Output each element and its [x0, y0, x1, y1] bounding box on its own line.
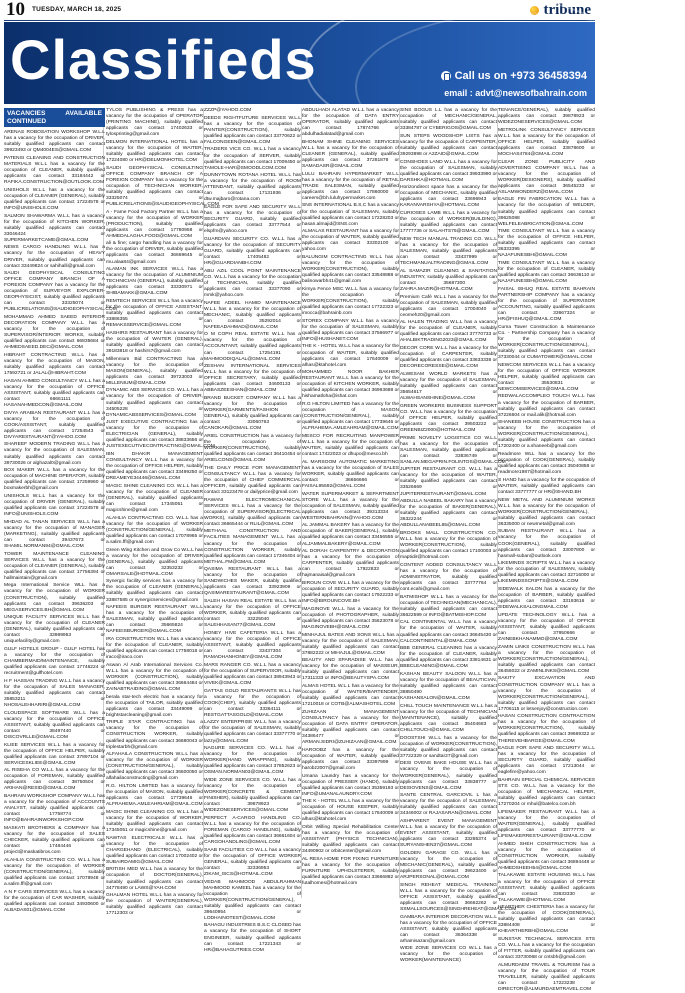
classified-ad: AL SAMAZIR CLEANING & SANITATION INDUSTRY, suitably qualified applicants can contact 35687300 or ZAHRA.MAZIR@HOTMAIL.COM: [400, 268, 497, 292]
classified-ad: CAL CONTINENTAL W.L.L has a vacancy for the occupation of WAITER, suitably qualified applicants can contact 36645430 or CALCONTINENTAL@GMAIL.COM: [400, 620, 497, 644]
call-us-text: Call us on +973 36458394: [454, 70, 587, 82]
column-3: [204, 108, 301, 953]
classified-ad: GAMBARA INTERIOR DECORATION W.L.L has a vacancy for the occupation of OFFICE ASSISTANT, suitably qualified applicants can contact 36364338 or arhamisazan@gmail.com: [400, 914, 497, 944]
column-2: [106, 108, 219, 917]
classified-ad: BAHRAIN SPECIAL CHEMICAL SERVICES STS CO. W.L.L has a vacancy for the occupation of MECHANICAL HELPER, suitably qualified applicants can contact 17270204 or mhul@batelco.com.bh: [498, 777, 595, 808]
classified-ad: SUN STEPS WOODSHOP LISTS has a vacancy for the occupation of CARPENTER, suitably qualified applicants can contact 39293898 or A2ZAID@GMAIL.COM: [400, 133, 497, 157]
classified-ad: NAFEEIS BURGER RESTAURANT W.L.L has a vacancy for the occupation of SALESMAN, suitably qualified applicants can contact 35665824 or NAFEEISBURGER@GMAIL.COM: [106, 605, 203, 635]
classified-ad: GHALMAN HOTEL W.L.L has a vacancy for the occupation of WAITER(GENERAL), suitably qualified applicants can contact 17712303 or: [106, 893, 203, 917]
classified-ad: SAUDI GEOPHYSICAL CONSULTING OFFICE COMPANY BRANCH OF A FOREIGN COMPANY has a vacancy for the occupation of TECHNICIAN WORKER, suitably qualified applicants can contact 33325074 or PUBLICRELATIONS@SAUDIGEOPHYSICAL.COM: [106, 165, 219, 207]
classified-ad: SAUDI GEOPHYSICAL CONSULTING OFFICE COMPANY BRANCH OF A FOREIGN COMPANY has a vacancy for the occupation of SURVEYOR EXPLORER-GEOPHYSICIST, suitably qualified applicants can contact 33325074 or PUBLICRELATIONS@SAUDIGEOPHYSICAL.COM: [4, 271, 117, 313]
classified-ad: SAAB FACILITIES CO W.L.L has a vacancy for the occupation of OFFICE WORKER GENERAL, suitably qualified applicants can contact 32336953 or ZIKAM_ISCS@HOTMAIL.COM: [204, 847, 301, 877]
page-number: 10: [6, 0, 25, 20]
classified-ad: TYLOS PUBLISHING & PRESS has a vacancy for the occupation of OPERATOR (PRINTING MACHINE), suitably qualified applicants can contact 17402633 or tylosprinting@gmail.com: [106, 108, 203, 138]
classified-ad: berala star-tech electric has a vacancy for the occupation of TAILOR, suitably qualified applicants can contact 33449099 or brightstarcleaning@gmail.com: [106, 694, 203, 718]
classified-ad: UPDATE TECHNOLOGY W.L.L has a vacancy for the occupation of OFFICE ASSISTANT, suitably qualified applicants can contact 37950666 or ZAINEBKHANAMMO@GMAIL.COM: [498, 612, 595, 642]
phone-icon: [441, 71, 451, 81]
classified-ad: SINS BOGUS L.L has a vacancy for the occupation of MECHANIC/GENERAL, suitably qualified applicants can contact 33384787 or CYBERIGOS@GMAIL.COM: [400, 108, 497, 132]
call-us-line: [441, 70, 587, 82]
classified-ad: AL RISEHA CO W.L.L has a vacancy for the occupation of FOREMAN, suitably qualified applicants can contact 38750504 or ARIHAN@RESID@GMAIL.COM: [4, 768, 105, 792]
classified-ad: METHAAL CONSTRUCTION AND FACILITIES MANAGEMENT W.L.L has a vacancy for the occupation of CONSTRUCTION WORKER, suitably qualified applicants can contact 17346404 or METHAL.FM@GMAIL.COM: [204, 529, 301, 565]
classified-ad: KLIEE SERVICES W.L.L has a vacancy for the occupation of OFFICE HELPER, suitably qualified applicants can contact 37897104 or SERVICESKLIEE@GMAIL.COM: [4, 742, 105, 766]
classified-ad: SAKITY EXCAVATION AND CONSTRUCTION COMPANY W.L.L has a vacancy for the occupation of WORKER(CONSTRUCTION/GENERAL), suitably qualified applicants can contact 17706115 or letsenjoy@construction.com: [498, 676, 595, 712]
classified-ad: BOX MAKER W.L.L has a vacancy for the occupation of MACHINE OPERATOR, suitably qualified applicants can contact 17259960 or boxmakerbh@gmail.com: [4, 468, 105, 492]
classified-ad: MAGIC SHINE CLEANING CO. W.L.L has a vacancy for the occupation of CLEANER (GENERAL), suitably qualified applicants can contact 17345051 or magicshine@gmail.com: [106, 483, 203, 514]
classified-ad: UNIQUE FACILITY SERVICES W.L.L has a vacancy for the occupation of CLEANER (GENERAL), suitably qualified applicants can contact 33989953 or uniquefacility@gmail.com: [4, 615, 105, 645]
classified-ad: ALMAS HOTEL W.L.L has a vacancy for the occupation of WAITER/BARTENDER, suitably qualified applicants can contact 17210018 or COTB@ALMASHOTEL.COM: [302, 684, 399, 708]
classified-ad: MHDAD AL TANAN SERVICES W.L.L has a vacancy for the occupation of MANAGER (MARKETING), suitably qualified applicants can contact 39437673 or SHAMIL.NORMAN94@GMAIL.COM: [4, 519, 105, 549]
classified-ad: HONEY HIVE CAFETERIA W.L.L has a vacancy for the occupation of OFFICE ASSISTANT, suitably qualified applicants can contact 33437304 or RAMADHANHONEY@GMAIL.COM: [204, 630, 301, 661]
classified-ad: BAHAGU INDUSTRIES B.S.C CLOSED has a vacancy for the occupation of SHORT ENGINEER, suitably qualified applicants can contact 17221343 or HR@BAHAGUTRIES.COM: [204, 923, 301, 953]
classified-ad: HEARTHER CHESTERIA has a vacancy for the occupation of COOK(GENERAL), suitably qualified applicants can contact 33884408 or KHEARTHERBH@GMAIL.COM: [498, 905, 595, 935]
classified-ad: LIFEMAKER RESTAURANT W.L.L has a vacancy for the occupation of WAITER(GENERAL), suitably qualified applicants can contact 33777770 or LIFEMAKERRESTAURANT@GMAIL.COM: [498, 809, 595, 839]
classified-ad: ALWESAM WORLD MARKETS has a vacancy for the occupation of SALESMAN, suitably qualified applicants can contact 35654617 or ALWAHSANSHINE@GMAIL.COM: [400, 371, 497, 402]
classified-ad: HASAN AHMED CONSULTANCY W.L.L has a vacancy for the occupation of OFFICE ASSISTANT, suitably qualified applicants can contact 66661111 or HASANAHMEDCON@GMAIL.COM: [4, 378, 105, 408]
classified-ad: ASHPARENT EVENT MANAGEMENT W.L.L has a vacancy for the occupation of EVENT ASSISTANT, suitably qualified applicants can contact 33285374 or SURYANSHEN37@GMAIL.COM: [400, 819, 497, 849]
classified-ad: LIKEMINDS SCRIPTS W.L.L has a vacancy for the occupation of SALESMAN, suitably qualified applicants can contact 32716000 or LIKEMINDSSCRIPTS@GMAIL.COM: [498, 561, 595, 585]
classified-ad: TRADERS VICS CO. W.L.L has a vacancy for the occupation of SERVER, suitably qualified applicants can contact 17009450 or TAMOLE-HAR@SMOODLCOM.COM: [204, 147, 301, 171]
classified-ad: RAWANI ELECTROMECHANICAL SERVICES W.L.L has a vacancy for the occupation of SUPERVISOR(ELECTRICAL WORKS), suitably qualified applicants can contact 36665444 or RLIL@GMAIL.COM: [204, 497, 301, 527]
classified-ad: DUNNYTOWN ROTANA HOTEL W.L.L has a vacancy for the occupation of ROOM ATTENDANT, suitably qualified applicants can contact 17131936 or dtw.majbaro@rotana.com: [204, 173, 301, 203]
classified-ad: TOWER MAINTENANCE CLEANING SERVICES W.L.L has a vacancy for the occupation of CLEANER (GENERAL), suitably qualified applicants can contact 17756394 or hallmaintain@gmail.com: [4, 551, 105, 581]
classified-ad: HIBRAHT CONTRACTING W.L.L has a vacancy for the occupation of MASON, suitably qualified applicants can contact 17592721 or JALAL@HIBRAHT.COM: [4, 352, 105, 377]
classified-ad: ZZZP@YAHOO.COM: [204, 108, 252, 113]
classified-ad: STOREX COMPANY W.L.L has a vacancy for the occupation of SALESMAN, suitably qualified applicants can contact 37566977 or INFO@HUSHANET.COM: [302, 318, 399, 342]
classified-ad: SUNSTAR TECHNICAL SERVICES STS CO. W.L.L has a vacancy for the occupation of FITTER, suitably qualified applicants can contact 33730068 or cntsbh@gmail.com: [498, 937, 595, 961]
classified-ad: ALAHLIA CONSTRUCTING CO. W.L.L has a vacancy for the occupation of WORKER (CONSTRUCTION/GENERAL), suitably qualified applicants can contact 17078948 or a.salim.ffl@gmail.com: [4, 857, 105, 887]
classified-ad: EAGLE FIN FABRICATION W.L.L has a vacancy for the occupation of WELDER, suitably qualified applicants can contact 39625088 or WELFELEABRICATION@GMAIL.COM: [498, 197, 595, 227]
classified-ad: UNISHOLS W.L.L has a vacancy for the occupation of CLEANER (GENERAL), suitably qualified applicants can contact 17224578 or INFO@UNISHOLS.COM: [4, 187, 105, 211]
classified-ad: REDWALACCOMPLEO TOUCH W.L.L has a vacancy for the occupation of BARBER, suitably qualified applicants can contact 37226604 or mail.alik@hotmail.com: [498, 394, 595, 418]
classified-ad: GULF HOTELS GROUP - GULF HOTEL has a vacancy for the occupation of CHAMBERMAID/MAINTENANCE, suitably qualified applicants can contact 17746224 or recruitment@gulfhotel.com: [4, 647, 105, 677]
classifieds-banner: [4, 22, 595, 104]
classified-ad: TIME CONSULTANT W.L.L has a vacancy for the occupation of CLEANER, suitably qualified applicants can contact 36636110 or NAJAFUNESBH@GMAIL.COM: [498, 261, 595, 285]
classified-ad: DELMON INTERNATIONAL HOTEL has a vacancy for the occupation of WAITER, suitably qualified applicants can contact 17224080 or HR@DELMONHOTEL.COM: [106, 139, 203, 163]
classified-ad: BALUNGIM CONTRACTING W.L.L has a vacancy for the occupation of WORKER(CONSTRUCTION), suitably qualified applicants can contact 33548888 or balinowarbh41@gmail.com: [302, 255, 399, 285]
classified-ad: ABU AZIL COOL POINT MAINTENANCE CO. W.L.L has a vacancy for the occupation of TECHNICIAN, suitably qualified applicants can contact 33377090 or mmk@yahoo.com: [204, 268, 301, 298]
publication-date: TUESDAY, MARCH 18, 2025: [32, 6, 122, 13]
classified-ad: DEEDS RIGHTFUTURE SERVICES W.L.L has a vacancy for the occupation of PAINTER(CONSTRUCTION), suitably qualified applicants can contact 33770622 or FALCONGEEN@GMAIL.COM: [204, 115, 301, 145]
classified-ad: DIVYA ARABIAN RESTAURANT W.L.L has a vacancy for the occupation of COOK/ASSISTANT, suitably qualified applicants can contact 17254543 or DIVYARESTAURANT@YAHOO.COM: [4, 410, 105, 440]
classified-ad: BBB GENERAL CLEANING has a vacancy for the occupation of CLEANER, suitably qualified applicants can contact 33814631 or BBBCLEANING@GMAIL.COM: [400, 646, 497, 670]
classified-ad: ALMURDAEM TRAVEL & TOURISM has a vacancy for the occupation of TOUR TRAVELLER, suitably qualified applicants can contact 17223238 or DIRECTOR@ALMURDAEMTRAVEL.COM: [498, 962, 595, 993]
classified-ad: R.G. HILTON LIMITED has a vacancy for the occupation of MASON, suitably qualified applicants can contact 17739646 or ALFRAHEMA.AMLEAHRIAM@GMAIL.COM: [106, 784, 203, 808]
classified-ad: ARIEL CONSTRUCTION has a vacancy for the occupation of WORKER(CONSTRUCTION), suitably qualified applicants can contact 36410454 or ARIELCONS@GMAIL.COM: [204, 433, 301, 464]
classified-ad: MARS RANGER CO. W.L.L has a vacancy for the occupation of SUPERVISOR, suitably qualified applicants can contact 38943943 or VIVEK@GMAIL.COM: [204, 662, 301, 686]
classified-ad: CLEAR ZONE PUBLICITY AND ADVERTISING COMPANY W.L.L has a vacancy for the occupation of WORKER(DESIGNERS), suitably qualified applicants can contact 36545233 or ASLAMWONDERZ@GMAIL.COM: [498, 159, 595, 195]
classified-ad: MOHAMMAD AHMED SAEED INTERIOR DECORATION COMPANY W.L.L has a vacancy for the occupation of SUPERVISOR/INTERIOR WORKS, suitably qualified applicants can contact 66835684 or AHMEDSAEED.DEC@GMAIL.COM: [4, 315, 105, 351]
classified-ad: Millennium Bid CONTRACTING has a vacancy for the occupation of MASON(GENERAL), suitably qualified applicants can contact 39723003 or MILLENIUM@GMAIL.COM: [106, 356, 203, 386]
classified-ad: IMAGINOVE W.L.L has a vacancy for the occupation of PHOTOGRAPHER, suitably qualified applicants can contact 35623078 or IMAGINOVEBH@GMAIL.COM: [302, 606, 399, 630]
newspaper-logo: tribune: [543, 2, 591, 18]
classified-ad: CONTENT ADDED CONSULTANCY W.L.L has a vacancy for the occupation of ADMINISTRATOR, suitably qualified applicants can contact 33777764 or cont.ecahi@gmail.com: [400, 562, 497, 593]
classified-ad: SALEH HASAN REAL ESTATE W.L.L has a vacancy for the occupation of OFFICE WORKER, suitably qualified applicants can contact 33225040 or SALEHHASAN77@GMAIL.COM: [204, 599, 301, 629]
classified-ad: ALFAHAILA CONSTRUCTION W.L.L has a vacancy for the occupation of WORKER (CONSTRUCTION/GENERAL), suitably qualified applicants can contact 36600050 or alfahailaconstructing@gmail.com: [106, 752, 203, 782]
classified-ad: DYNAMIC ABS SERVICES CO. W.L.L has a vacancy for the occupation of DRIVER, suitably qualified applicants can contact 34505228 or DYNAMICABSSERVICES@GMAIL.COM: [106, 388, 203, 418]
classified-ad: AHMED SHEH CONSTRUCTION has a vacancy for the occupation of CONSTRUCTION WORKER, suitably qualified applicants can contact 36894448 or AHMEDSHEEH54@GMAIL.COM: [498, 841, 595, 871]
classified-ad: GREEN WORKERS BUSINESS SUPPORT CO. W.L.L has a vacancy for the occupation of OFFICE HELPER, suitably qualified applicants can contact 39503222 or GREENBIZ2000@HOTMAIL.COM: [400, 403, 497, 433]
classified-ad: Green Wing Kitchen and Grow Co W.L.L has a vacancy for the occupation of DRIVER (GENERAL), suitably qualified applicants can contact 32353232 or OMARSALE@HOTMAIL.COM: [106, 547, 203, 577]
classified-ad: MINHAJUL BATES AND SONS W.L.L has a vacancy for the occupation of SALESMAN, suitably qualified applicants can contact 37882222 or MIHAJUL@GMAIL.COM: [302, 632, 399, 656]
classified-ad: EAGLE FOR SAFE AND SECURITY W.L.L has a vacancy for the occupation of SECURITY GUARD, suitably qualified applicants can contact 33777544 or elspfm@yahoo.com: [204, 205, 301, 235]
classified-ad: SALMON SHAWARMA W.L.L has a vacancy for the occupation of KITCHEN WORKER, suitably qualified applicants can contact 33046424 or SUPERMARKETCAME@GMAIL.COM: [4, 213, 105, 243]
column-5: [400, 108, 517, 964]
classified-ad: NAFEE ADEEL HAMID MAINTENANCE W.L.L has a vacancy for the occupation of MECHANIC, suitably qualified applicants can contact 35292014 or NAFEEADAHMAD@GMAIL.COM: [204, 300, 301, 330]
classified-ad: THE DAILY PRICE FOR MANAGEMENT CONSULTANCY W.L.L has a vacancy for the occupation of CHIEF COMMERCIAL OFFICER, suitably qualified applicants can contact 33123478 or dailyprice@gmail.com: [204, 465, 301, 495]
classified-ad: AL JAMMAL BAKERY has a vacancy for the occupation of BAKER(GENERAL), suitably qualified applicants can contact 33456555 or ALJAMMALBAKERY@GMAIL.COM: [302, 523, 399, 547]
classified-ad: GATTAS GOLD RESTAURANTS W.L.L has a vacancy for the occupation of COOK(CHEF), suitably qualified applicants can contact 33364111 or RESTGATTASGOLD@GMAIL.COM: [204, 688, 301, 718]
classified-ad: Horizondirect space has a vacancy for the occupation of MECHANIC, suitably qualified applicants can contact 33696943 or KARANVARSHYA@HOTMAIL.COM: [400, 185, 497, 209]
classified-ad: PERFECT A-CARGO HANDLING CO. W.L.L has a vacancy for the occupation of FOREMAN (CARGO HANDLING), suitably qualified applicants can contact 36661604 or CARGOHANDLING@GMAIL.COM: [204, 815, 301, 846]
classified-ad: THE K - HOTEL W.L.L has a vacancy for the occupation of WAITER, suitably qualified applicants can contact 17640009 or alhas@ktahotel.com: [302, 344, 399, 368]
classified-ad: BRAND BUCKET COMPANY W.L.L has a vacancy for the occupation of WORKER(GARMENTS/FASHION GENERAL), suitably qualified applicants can contact 33060763 or CANOKAR@GMAIL.COM: [204, 396, 301, 432]
classified-ad: ALAHLIA CONTRACTING CO. W.L.L has a vacancy for the occupation of WORKER (CONSTRUCTION/GENERAL), suitably qualified applicants can contact 17078965 or a.salim.ffl@gmail.com: [106, 515, 203, 545]
classified-ad: ALAMAN INK SERVICES W.L.L has a vacancy for the occupation of ALUMINIUM TECHNICIAN (GENERAL), suitably qualified applicants can contact 33330971 or SHIBAMAKK@GMAIL.COM: [106, 267, 203, 297]
classified-ad: Readmore WLL has a vacancy for the occupation of COOK(GENERAL), suitably qualified applicants can contact 35040858 or readmore1987@hotmail.com: [498, 452, 595, 476]
classified-ad: SIDEWALK SALON has a vacancy for the occupation of BARBER, suitably qualified applicants can contact 33193616 or SIDEWALKSALONGMAIL.COM: [498, 587, 595, 611]
classified-ad: ABDULHADI ALATAD W.L.L has a vacancy for the occupation of DATA ENTRY OPERATOR, suitably qualified applicants can contact 17874766 or abdulhadialatad@gmail.com: [302, 108, 399, 138]
classified-ad: PRIME NOVELTY LOGISTICS CO W.L.L has a vacancy for the occupation of SALESMAN, suitably qualified applicants can contact 33836749 or SANLAN.MEGAPRIN.FOLINTOS@GMAIL.COM: [400, 435, 506, 465]
classified-ad: DECOR CORE W.L.L has a vacancy for the occupation of CARPENTER, suitably qualified applicants can contact 33633338 or DECORECORESSE@GMAIL.COM: [400, 346, 497, 370]
classified-ad: SINGH REHEAT MEDICAL TRAINING W.L.L has a vacancy for the occupation of OFFICE ASSISTANT, suitably qualified applicants can contact 36662262 or SSMALLSOURCES@SINGHREHEAT@GMAIL.COM: [400, 882, 517, 912]
classified-ad: S HAND has a vacancy for the occupation of WAITER, suitably qualified applicants can contact 33777777 or HR@SHAND.BH: [498, 477, 595, 495]
classified-ad: CHILL TOUCH MAINTENANCE W.L.L has a vacancy for the occupation of TECHNICIAN (MAINTENANCE), suitably qualified applicants can contact 35404683 or CHILLTOUCH@GMAIL.COM: [400, 703, 497, 734]
classified-ad: LAZZY ENTERPRISE W.L.L has a vacancy for the occupation of SALESMAN, suitably qualified applicants can contact 33377770 or lazzy@GMAIL.COM: [204, 720, 301, 744]
classified-ad: WATER SUPERMARKET & SEPARTMENT STORE W.L.L has a vacancy for the occupation of SALESMAN, suitably qualified applicants can contact 39313334 or WESTERNBAHRAIN@YAHOO.COM: [302, 491, 399, 521]
classified-ad: BROOKS MALL CONSTRUCTION CO. W.L.L has a vacancy for the occupation of WORKER(CONSTRUCTION), suitably qualified applicants can contact 17100003 or maptidir@hotmail.com: [400, 531, 497, 561]
classified-ad: MASKATI BROTHERS & COMPANY has a vacancy for the occupation of SALES CHECKER, suitably qualified applicants can contact 17484446 or project@maskatibros.com: [4, 825, 105, 856]
classified-ad: BATMISHOP W.L.L has a vacancy for the occupation of TECHNICIAN(MECHANICAL), suitably qualified applicants can contact 36622599 or INFO@BATMISHOP.COM: [400, 594, 497, 618]
classified-ad: HASHIRS RESTAURANT has a vacancy for the occupation of WAITER (GENERAL), suitably qualified applicants can contact 39183818 or hashirs7@gmail.com: [106, 330, 203, 354]
classified-ad: HASAN CONSTRUCTION CONTRACTION has a vacancy for the occupation of WORKER(CONSTRUCTION), suitably qualified applicants can contact 39669322 or THEREVEHBARGE@GMAIL.COM: [498, 714, 595, 744]
classified-ad: ABDULLA NABEEL BAKARY has a vacancy for the occupation of BAKER(GENERAL), suitably qualified applicants can contact 36322244 or ABDULLANABEEL65@GMAIL.COM: [400, 499, 497, 529]
classified-ad: Orbit Willing Special Rehabilitation Center has a vacancy for the occupation of ASSISTANT (PHYSICS TECHNICIAN), suitably qualified applicants can contact 34490902 or orbitcenter@gmail.com: [302, 825, 399, 855]
classified-columns: [4, 108, 595, 993]
column-4: [302, 108, 399, 898]
column-1: [4, 108, 117, 913]
classified-ad: A N F CARS SERVICES W.L.L has a vacancy for the occupation of CAR WASHER, suitably qualified applicants can contact 34930600 or ALBADAS01@GMAIL.COM: [4, 889, 105, 913]
classified-ad: VEDAB MAHMOOD ABDULRAHMAN MAHMOOD KAMEEL has a vacancy for the occupation of WORKER(CONSTRUCTION/GENERAL), suitably qualified applicants can contact 39640954 or LODHAINOTEST@GMAIL.COM: [204, 879, 301, 921]
classified-ad: QASIMA RESTAURANT W.L.L has a vacancy for the occupation of SANDWICHES MAKER, suitably qualified applicants can contact 33923909 or QASIMARESTAURANT@GMAIL.COM: [204, 567, 301, 597]
classified-ad: CLOUDSPACE SOFTWARE W.L.L has a vacancy for the occupation of OFFICE ASSISTANT, suitably qualified applicants can contact 38497440 or DISCOVRLLE@GMAIL.COM: [4, 710, 105, 740]
classified-ad: MESCO FOR RECRUITING MANPOWER W.L.L has a vacancy for the occupation of WAITER, suitably qualified applicants can contact 17422023 or dhupo@mesco.bh: [302, 433, 399, 458]
classified-ad: ZESHAN INTERNATIONAL SERVICES W.L.L has a vacancy for the occupation of OFFICE SECRETARY, suitably qualified applicants can contact 34600133 or ABBASZEESHAN@GMAIL.COM: [204, 364, 301, 394]
classified-ad: MOHAMMED NOOR BAKHER RESTAURANT W.L.L has a vacancy for the occupation of KITCHEN WORKER, suitably qualified applicants can contact 36963688 or hishamatloha@ishat.com: [302, 370, 399, 400]
classified-ad: H F HASSAN TRADING W.L.L has a vacancy for the occupation of SALES MANAGER, suitably qualified applicants can contact 35853211 or NHOSALEHHARIRI@GMAIL.COM: [4, 678, 105, 709]
classified-ad: SHAREEF MODERN TRADING W.L.L has a vacancy for the occupation of SALESMAN, suitably qualified applicants can contact 39730026 or alghazal0@gmail.com: [4, 442, 105, 466]
classified-ad: Premium Café W.L.L has a vacancy for the occupation of SALESMAN, suitably qualified applicants can contact 17004040 or ceomeh20@gmail.com: [400, 294, 497, 318]
classified-ad: BAHRAIN WORKSHOP COMPANY W.L.L has a vacancy for the occupation of ACCOUNTS ANALYST, suitably qualified applicants can contact 17758774 or INFO@BAHRAINWORKSHOP.COM: [4, 794, 105, 824]
classified-ad: ZUHIZAAN MANAGEMENT CONSULTANCY has a vacancy for the occupation of DATA ENTRY OPERATOR, suitably qualified applicants can contact 34386477 or ARMAN.SIDRI@ZUHIZAAN@GMAIL.COM: [302, 709, 399, 746]
classified-ad: LULU BAHRAIN HYPERMARKET W.L.L has a vacancy for the occupation of RETAIL TRADE SALESMAN, suitably qualified applicants can contact 17860000 or careers@bh.luluhypermarket.com: [302, 171, 399, 201]
section-heading: VACANCIES AVAILABLE CONTINUED: [4, 108, 105, 127]
classified-ad: ALMALAS RESTAURANT has a vacancy for the occupation of WAITER, suitably qualified applicants can contact 33302100 or yahoo.com: [302, 229, 399, 253]
classified-ad: JUST EXECUTIVE CONTRACTING has a vacancy for the occupation of ELECTRICIAN (GENERAL), suitably qualified applicants can contact 38833656 or JUSTEXECUTIVECONTRACTING@GMAIL.COM: [106, 420, 215, 450]
classified-ad: ali & fine; cargo handling has a vacancy for the occupation of DRIVER, suitably qualified applicants can contact 36669645 or mu.alaa84@gmail.com: [106, 241, 203, 265]
classified-ad: THE K - HOTEL W.L.L has a vacancy for the occupation of HOUSE KEEPER, suitably qualified applicants can contact 17640009 or alhas@ktahotel.com: [302, 799, 399, 823]
classified-ad: AL MARSOOM AUTOMATIC MARKETING has a vacancy for the occupation of SALES WORKER, suitably qualified applicants can contact 36656666 or FAISAL95592@GMAIL.COM: [302, 459, 399, 489]
classified-ad: JUPITER RESTAURANT CO. W.L.L has a vacancy for the occupation of WAITER, suitably qualified applicants can contact 33526669 or JUPITERRESTAURANT@GMAIL.COM: [400, 467, 497, 497]
classified-ad: BEAUTY AND SPARADISE W.L.L has a vacancy for the occupation of MASSEUR, suitably qualified applicants can contact 17311333 or INFO@BEAUTYSPA.COM: [302, 658, 399, 682]
classified-ad: R.G HILTON LIMITED has a vacancy for the occupation of MASON (CONSTRUCTION/GENERAL), suitably qualified applicants can contact 17739646 or ALFRAHEMA.AMLEAHRIAM@GMAIL.COM: [302, 402, 399, 432]
classified-ad: HAROOBZ has a vacancy for the occupation of WAITER, suitably qualified applicants can contact 33397999 or harobz2007@gmail.com: [302, 747, 399, 771]
classified-ad: Synergic facility services has a vacancy for the occupation of CLEANER (GENERAL), suitably qualified applicants can contact 33887585 or synergicservices@gmail.com: [106, 579, 203, 603]
classified-ad: CURIOSES LAMB W.L.L has a vacancy for the occupation of WORKER(BUILDING), suitably qualified applicants can contact 17777736 or SALAHTS75@GMAIL.COM: [400, 211, 497, 235]
classified-ad: DOOSTSHI W.L.L has a vacancy for the occupation of WORKER(CONSTRUCTION), suitably qualified applicants can contact 37722329 or sandtar27@gmail.com: [400, 735, 497, 759]
classified-ad: NEWCOM SERVICES W.L.L has a vacancy for the occupation of OFFICE WORKER HELPER, suitably qualified applicants can contact 35530831 or NEWCOMSERVICES@GMAIL.COM: [498, 362, 595, 392]
classified-ad: UNISHOLS W.L.L has a vacancy for the occupation of DRIVER (GENERAL), suitably qualified applicants can contact 17224578 or INFO@UNISHOLS.COM: [4, 493, 105, 518]
classified-ad: Cuma Tower Construction & Maintenance Co. - Partnership Company has a vacancy for the occupation of WORKER(CONSTRUCTION/GENERAL), suitably qualified applicants can contact 37330044 or CUMATOWER@GMAIL.COM: [498, 324, 595, 360]
email-line: email : advt@newsofbahrain.com: [444, 88, 587, 98]
classified-ad: TRIPLE STAR CONTRACTING has a vacancy for the occupation of CONSTRUCTION WORKER, suitably qualified applicants can contact 36680043 or triplestarbh@gmail.com: [106, 720, 203, 750]
classified-ad: TENANCE/GENERAL), suitably qualified applicants can contact 39878923 or WIDEZONESERVICES@GMAIL.COM: [498, 108, 595, 126]
classified-ad: Kimya Fence MSC W.L.L has a vacancy for the occupation of WORKER(CONSTRUCTION), suitably qualified applicants can contact 17722323 or imocca@bahrainb.com: [302, 286, 399, 317]
classified-ad: SUBAN RESTAURANT W.L.L has a vacancy for the occupation of COOK(GENERAL), suitably qualified applicants can contact 33007800 or hasmall-suban@outlook.com: [498, 529, 595, 559]
classified-ad: WIDE ZONE SERVICES CO. W.L.L has a vacancy for the occupation of WORKER(CONCRETE & CEMENT FINISHER), suitably qualified applicants can contact 39878923 or WIDEZONESERVICES@GMAIL.COM: [204, 777, 301, 814]
classified-ad: GUARDIAN SECURITY CO. W.L.L has a vacancy for the occupation of SECURITY GUARD, suitably qualified applicants can contact 17405482 or HR@GUARDIANBH.COM: [204, 236, 301, 267]
banner-title: Classifieds: [10, 28, 317, 91]
classified-ad: TIME CONSULTANT W.L.L has a vacancy for the occupation of OFFICE HELPER, suitably qualified applicants can contact 36333395 or NAJAFUNESBH@GMAIL.COM: [498, 229, 595, 259]
classified-ad: SNS INTERNATIONAL B.S.C has a vacancy for the occupation of SALESMAN, suitably qualified applicants can contact 17228203 or hasan.almajid@SNS.com: [302, 203, 399, 227]
column-6: [498, 108, 595, 993]
classified-ad: A - Fame Food Factory Partner W.L.L has a vacancy for the occupation of WORKER (PRODUCTION), suitably qualified applicants can contact 17780958 or AHMEDALAGHA.FOOD@GMAIL.COM: [106, 209, 203, 239]
classified-ad: TALAKAWIE ESTATE HOUSING W.L.L has a vacancy for the occupation of OFFICE ASSISTANT, suitably qualified applicants can contact 33633330 or TALAKAWIE@HOTMAIL.COM: [498, 873, 595, 903]
classified-ad: PATENSI CLEANING AND CONSTRUCTION MATERIALS W.L.L has a vacancy for the occupation of CLEANER, suitably qualified applicants can contact 33184442 or RAFIKA.CONSTRUCTION@OUTLOOK.COM: [4, 155, 105, 186]
classified-ad: IBN DHAKIR MANAGEMENT CONSULTANCY W.L.L has a vacancy for the occupation of OFFICE HELPER, suitably qualified applicants can contact 33499250 or DREAMEYE34446@GMAIL.COM: [106, 452, 203, 482]
classified-ad: CONSHOES LAND W.L.L has a vacancy for the occupation of SALESMAN, suitably qualified applicants can contact 39933990 or DARSHKA@HOTMAIL.COM: [400, 159, 497, 183]
classified-ad: SHANEEB HOUSE CONSTRUCTION has a vacancy for the occupation of WORKER(CONSTRUCTION/GENERAL), suitably qualified applicants can contact 17202400 or a.shaneeb@gmail.com: [498, 420, 595, 450]
classified-ad: NEW TECH MANUAL TRADING CO. W.L.L has a vacancy for the occupation of SALESMAN, suitably qualified applicants can contact 33437999 or TECHMANUALTRADING@GMAIL.COM: [400, 236, 497, 267]
classified-ad: REMTECH SERVICES W.L.L has a vacancy for the occupation of OFFICE ASSISTANT, suitably qualified applicants can contact 33886355 or REMAKSSERVICE@GMAIL.COM: [106, 298, 203, 329]
classified-ad: WIDE ZONE SERVICES CO W.L.L has a vacancy for the occupation of WORKER(MAINTENANCE): [400, 946, 497, 964]
classified-ad: AL RESA HOME FOR FIXING FURNITURE has a vacancy for the occupation of FURNITURE UPHOLSTERER, suitably qualified applicants can contact 33666882 or futalhomes@hotmail.com: [302, 856, 399, 887]
classified-ad: KASHAN BEAUTY SALOON W.L.L has a vacancy for the occupation of BEAUTICIAN, suitably qualified applicants can contact 38850490 or KASHANSALON@GMAIL.COM: [400, 672, 497, 702]
classified-ad: MAGIC SHINE CLEANING CO. W.L.L has a vacancy for the occupation of WORKER, suitably qualified applicants can contact 17345051 or magicshine@gmail.com: [106, 809, 203, 833]
classified-ad: NEW METAL AND ALUMINIUM WORKS W.L.L has a vacancy for the occupation of WORKER(CONSTRUCTION/GENERAL), suitably qualified applicants can contact 36335000 or newmetal@gmail.com: [498, 497, 595, 527]
classified-ad: Aswan Al Arab International Services Co. W.L.L has a vacancy for the occupation of WORKER (CONSTRUCTION), suitably qualified applicants can contact 36664484 or ZAINABTRAIDING@GMAIL.COM: [106, 662, 203, 692]
classified-ad: GOLDEN GARAGE CO. W.L.L has a vacancy for the occupation of MECHANIC(GENERAL), suitably qualified applicants can contact 39623400 or ARJPERSONAL@GMAIL.COM: [400, 850, 497, 881]
classified-ad: NAWTAS ELECTRICALS W.L.L has a vacancy for the occupation of CHARGEHAND (ELECTRICAL), suitably qualified applicants can contact 17002402 or SUBAIRDAMIG@GMAIL.COM: [106, 835, 203, 865]
classified-ad: NAGURE SERVICES CO. W.L.L has a vacancy for the occupation of WORKER(HAND WRAPPING), suitably qualified applicants can contact 37852623 or OSMAN.NORMAN03@GMAIL.COM: [204, 746, 301, 776]
classified-ad: ZAMIN LINKS CONSTRUCTION W.L.L has a vacancy for the occupation of WORKER(CONSTRUCTION/GENERAL), suitably qualified applicants can contact 36456022 or ZAMINLINKS@GMAIL.COM: [498, 644, 595, 674]
classified-ad: FAISAL ISHUQ REAL ESTATE BAHRAIN PARTNERSHIP COMPANY has a vacancy for the occupation of SUPERVISOR ACCOUNTING, suitably qualified applicants can contact 33667324 or HR@FISHUQ@GMAIL.COM: [498, 286, 595, 323]
classified-ad: METROLINK CONSULTANCY SERVICES W.L.L has a vacancy for the occupation of OFFICE HELPER, suitably qualified applicants can contact 33878600 or MOCHAS4784@GMAIL.COM: [498, 127, 595, 157]
classified-ad: Umana Laundry has a vacancy for the occupation of PRESSER (HANDI), suitably qualified applicants can contact 35359193 or INFO@UMANALAUNDRY.COM: [302, 773, 399, 797]
classified-ad: BRITISH MED W.L.L has a vacancy for the occupation of DOCTOR(GENERAL), suitably qualified applicants can contact 34778490 or LAWS@YAH.COM: [106, 867, 203, 891]
classified-ad: DESI OVENS BAKE HOUSE W.L.L has a vacancy for the occupation of WORKER(GENERAL), suitably qualified applicants can contact 33838777 or DESIOVENS@GMAIL.COM: [400, 761, 497, 791]
classified-ad: ARENAS ROBOSATION WORKSHOP W.L.L has a vacancy for the occupation of DRIVER, suitably qualified applicants can contact 39923493 or QM4004ES@GMAIL.COM: [4, 130, 105, 154]
classified-ad: EAGLE FOR SAFE AND SECURITY W.L.L has a vacancy for the occupation of SECURITY GUARD, suitably qualified applicants can contact 17213044 or eaglefire@yahoo.com: [498, 746, 595, 776]
classified-ad: NEWS CARGO HANDLING W.L.L has a vacancy for the occupation of HEAVY DRIVER, suitably qualified applicants can contact 33449824 or sahihalli@gmail.com: [4, 245, 105, 269]
classified-ad: BHONAM SHINE CLEANING SERVICES W.L.L has a vacancy for the occupation of CLEANER (GENERAL), suitably qualified applicants can contact 37281878 or SAMADASR@GMAIL.COM: [302, 139, 399, 170]
classified-ad: O M COPH REAL ESTATE W.L.L has a vacancy for the occupation of ACCOUNTANT, suitably qualified applicants can contact 17254191 or MAHMOODIQALAL@GMAIL.COM: [204, 332, 301, 362]
classified-ad: Mega International Service WLL has a vacancy for the occupation of WORKER (CONSTRUCTION), suitably qualified applicants can contact 39636203 or MEGASERVICES.BH@GMAIL.COM: [4, 583, 105, 613]
classified-ad: IRA CONSTRUCTION W.L.L has a vacancy for the occupation of CLEANER, suitably qualified applicants can contact 17758018 or iraco@iraco.com: [106, 636, 203, 661]
classified-ad: BIROUN COVE W.L.L has a vacancy for the occupation of SECURITY GUARD, suitably qualified applicants can contact 17922233 or INFO@BIROUNCOVE.BH: [302, 580, 399, 605]
classified-ad: AL DORAH CARPENTRY & DECORATION has a vacancy for the occupation of CARPENTER, suitably qualified applicants can contact 17922833 or hajmanaisal@gmail.com: [302, 549, 399, 579]
classified-ad: SANTE CENTRAL GARCIOVIL L has a vacancy for the occupation of SALESMAN, suitably qualified applicants can contact 34346002 or RAJASARAN@GMAIL.COM: [400, 793, 497, 817]
classified-ad: AL HALEN TRADING W.L.L has a vacancy for the occupation of CLEANER, suitably qualified applicants can contact 37770733 or AHALBIKTRADING2023@GMAIL.COM: [400, 320, 497, 344]
